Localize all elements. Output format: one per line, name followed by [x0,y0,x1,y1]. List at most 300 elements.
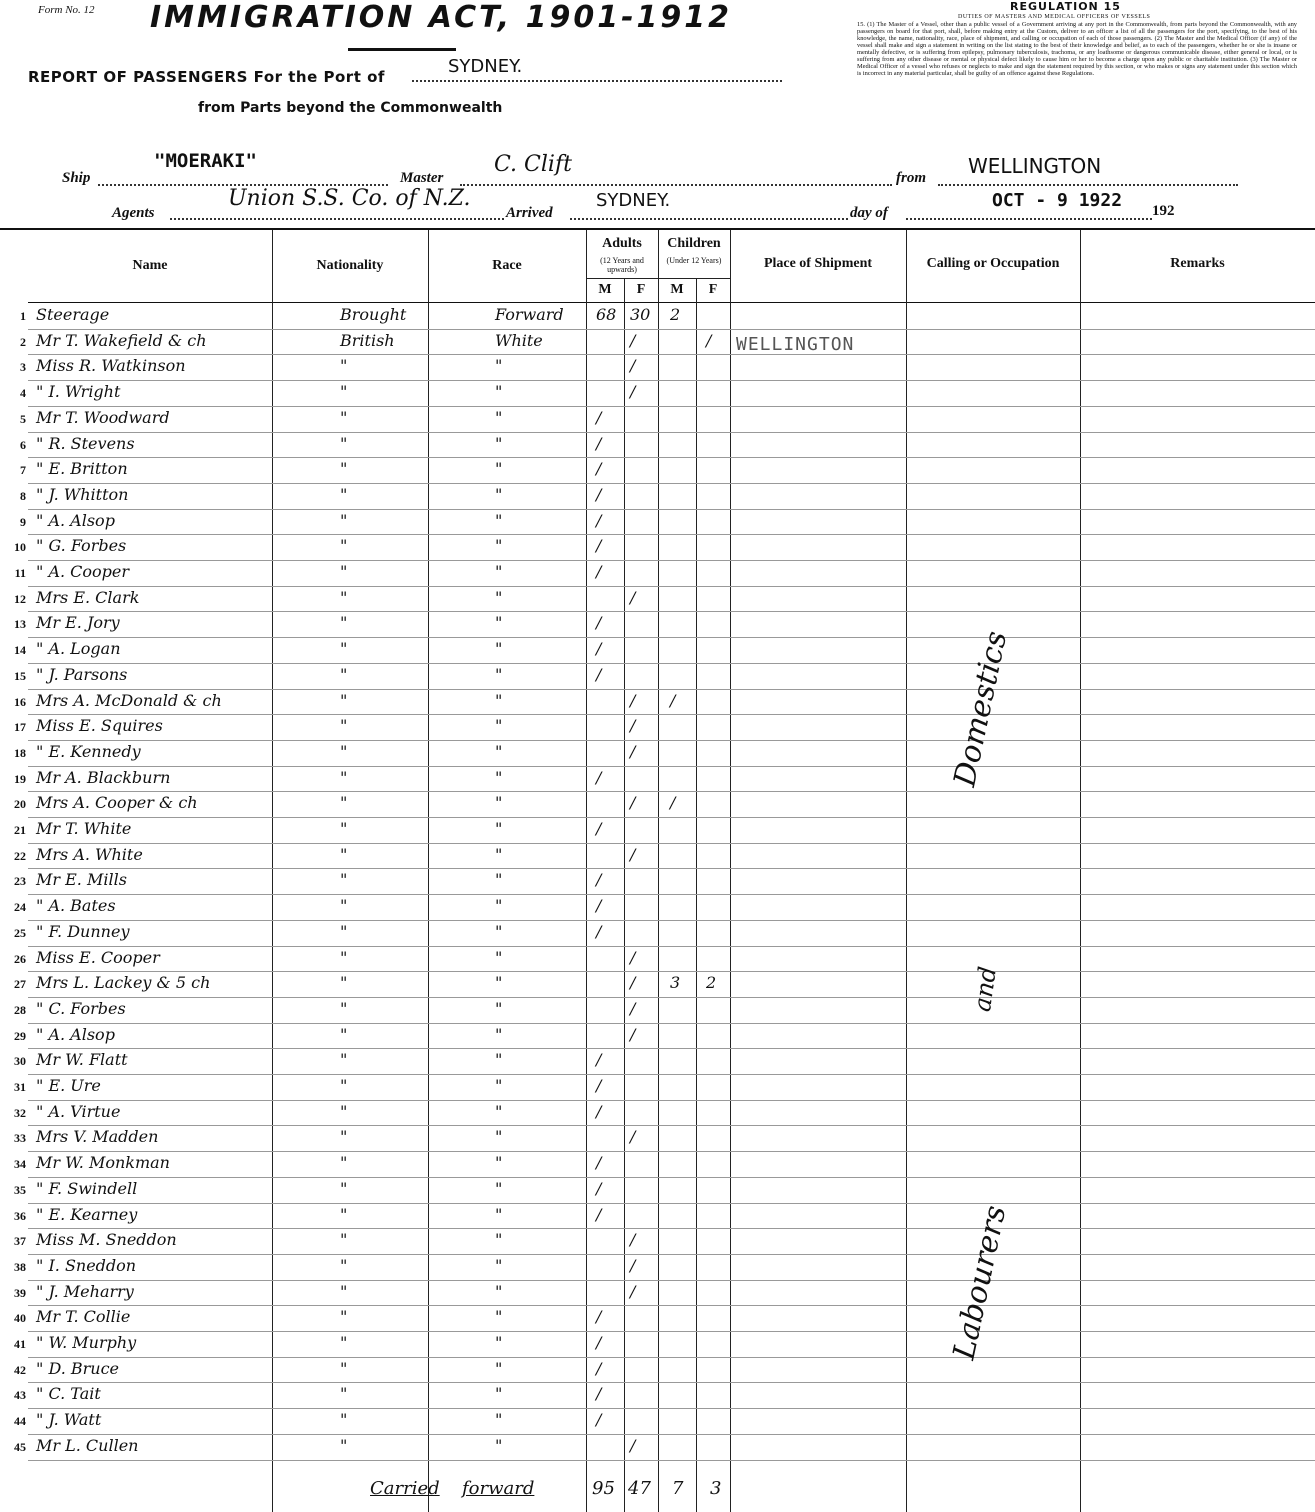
row-number: 30 [14,1054,26,1069]
master-label: Master [400,170,444,186]
row-rule [28,1434,1315,1435]
row-number: 23 [14,874,26,889]
nationality-cell: " [340,1050,348,1070]
race-cell: " [495,1307,503,1327]
adults-f-cell: / [630,587,636,607]
children-f-cell: 2 [706,973,717,993]
col-header-nationality: Nationality [316,258,384,273]
col-header-adults-f: F [636,282,646,297]
nationality-cell: " [340,947,348,967]
passenger-name: Mr E. Mills [36,870,127,890]
passenger-name: Miss M. Sneddon [36,1230,177,1250]
adults-m-cell: / [596,639,602,659]
row-rule [28,457,1315,458]
race-cell: " [495,382,503,402]
nationality-cell: " [340,741,348,761]
row-rule [28,1305,1315,1306]
children-m-cell: 3 [670,973,681,993]
row-rule [28,946,1315,947]
nationality-cell: " [340,562,348,581]
race-cell: " [495,1178,503,1198]
report-label: REPORT OF PASSENGERS For the Port of [28,68,385,86]
passenger-name: Mr A. Blackburn [36,767,171,787]
row-rule [28,1228,1315,1229]
adults-m-cell: / [596,819,602,838]
row-rule [28,766,1315,767]
row-number: 10 [14,540,26,555]
children-f-cell: / [706,330,712,350]
adults-m-cell: / [596,1076,602,1095]
nationality-cell: " [340,998,348,1018]
row-number: 24 [14,900,26,915]
col-divider [428,230,429,1512]
row-rule [28,1151,1315,1152]
forward-label: forward [462,1478,535,1499]
adults-f-cell: / [630,716,636,736]
passenger-name: " E. Kearney [36,1204,138,1224]
race-cell: " [495,1281,503,1301]
row-rule [28,483,1315,484]
occupation-note-and: and [967,964,1003,1014]
row-rule [28,534,1315,535]
row-rule [28,894,1315,895]
col-header-children-m: M [670,282,684,297]
adults-f-cell: / [630,1024,636,1044]
row-number: 17 [14,720,26,735]
row-number: 9 [20,514,26,529]
row-rule [28,509,1315,510]
race-cell: " [495,613,503,633]
place-of-shipment-stamp: WELLINGTON [736,334,855,355]
row-number: 33 [14,1131,26,1146]
passenger-name: Mrs A. McDonald & ch [36,690,222,710]
race-cell: " [495,1204,503,1224]
passenger-name: " E. Kennedy [36,741,141,761]
row-rule [28,1048,1315,1049]
passenger-name: " A. Cooper [36,562,130,581]
race-cell: " [495,407,503,427]
row-rule [28,1460,1315,1461]
row-rule [28,868,1315,869]
passenger-name: " J. Whitton [36,484,129,504]
race-cell: " [495,1127,503,1147]
adults-f-cell: / [630,690,636,710]
adults-m-cell: / [596,562,602,581]
race-cell: " [495,947,503,967]
nationality-cell: " [340,433,348,453]
passenger-name: Miss R. Watkinson [36,356,186,376]
nationality-cell: " [340,1204,348,1224]
race-cell: " [495,459,503,479]
passenger-name: Mrs A. Cooper & ch [36,793,198,813]
nationality-cell: " [340,1307,348,1327]
adults-m-cell: / [596,664,602,684]
nationality-cell: " [340,1153,348,1173]
passenger-name: Miss E. Cooper [36,947,160,967]
row-number: 1 [20,309,26,323]
adults-f-cell: / [630,356,636,376]
adults-f-cell: / [630,973,636,993]
row-number: 27 [14,977,26,992]
adults-m-cell: / [596,1153,602,1173]
passenger-name: Mrs A. White [36,844,143,864]
adults-f-cell: / [630,1281,636,1301]
nationality-cell: " [340,1410,348,1430]
adults-m-cell: / [596,1333,602,1352]
nationality-cell: " [340,1255,348,1275]
total-children-f: 3 [710,1478,722,1499]
passenger-name: " J. Meharry [36,1281,134,1301]
row-number: 18 [14,745,26,760]
race-cell: " [495,356,503,376]
race-cell: " [495,741,503,761]
col-divider [906,230,907,1512]
row-rule [28,406,1315,407]
row-number: 40 [14,1311,26,1326]
race-cell: " [495,1333,503,1352]
regulation-text: 15. (1) The Master of a Vessel, other than a public vessel of a Government arriving at any port in the Commonwealth, from parts beyond the Commonwealth, with any passengers on board for that port, shall, before making entry at the Custom, deliver to an officer a list of all the passengers for the port, specifying, to the best of his knowledge, the name, nationality, race, place of shipment, and calling or occupation of each of those passengers. (2) The Master and the Medical Officer (if any) of the vessel shall make and sign a statement in writing on the list stating to the best of their knowledge and belief, as to each of the passengers, whether he or she is insane or mentally defective, or is suffering from epilepsy, pulmonary tuberculosis, trachoma, or any loathsome or dangerous communicable disease, either general or local, or is suffering from any other disease or mental or physical defect likely to cause him or her to become a charge upon any public or charitable institution. (3) The Master or Medical Officer of a vessel who refuses or neglects to make and sign the statement required by this section, or who makes or signs any statement under this section which is incorrect in any material particular, shall be guilty of an offence against these Regulations. [857,21,1297,77]
row-rule [28,791,1315,792]
race-cell: " [495,819,503,838]
arrived-dotline [570,218,848,220]
nationality-cell: " [340,767,348,787]
row-number: 12 [14,591,26,606]
row-rule [28,1357,1315,1358]
col-divider [1080,230,1081,1512]
row-number: 35 [14,1182,26,1197]
race-cell: " [495,1410,503,1430]
passenger-name: " D. Bruce [36,1358,120,1378]
occupation-note-labourers: Labourers [946,1202,1014,1363]
total-adults-f: 47 [628,1478,651,1499]
passenger-name: " R. Stevens [36,433,135,453]
row-rule [28,432,1315,433]
col-header-adults: Adults [602,236,642,251]
adults-m-cell: / [596,433,602,453]
arrived-value: SYDNEY. [596,190,671,211]
year-suffix: 192 [1152,203,1175,219]
adults-m-cell: / [596,484,602,504]
adults-m-cell: / [596,407,602,427]
race-cell: " [495,664,503,684]
children-m-cell: / [670,690,676,710]
row-number: 44 [14,1414,26,1429]
row-rule [28,586,1315,587]
passenger-name: Mr E. Jory [36,613,120,633]
nationality-cell: " [340,1281,348,1301]
passenger-name: " W. Murphy [36,1333,137,1352]
col-header-adults-m: M [598,282,612,297]
nationality-cell: " [340,382,348,402]
row-rule [28,997,1315,998]
adults-m-cell: / [596,459,602,479]
nationality-cell: " [340,1384,348,1404]
row-number: 3 [20,360,26,375]
ship-value: "MOERAKI" [154,150,257,172]
passenger-name: " I. Sneddon [36,1255,137,1275]
passenger-name: Mr T. Woodward [36,407,170,427]
adults-m-cell: / [596,896,602,916]
nationality-cell: " [340,690,348,710]
master-dotline [460,184,892,186]
adults-f-cell: / [630,1127,636,1147]
row-rule [28,1125,1315,1126]
race-cell: " [495,690,503,710]
col-divider [730,230,731,1512]
row-number: 5 [20,411,26,426]
passenger-name: Mrs V. Madden [36,1127,159,1147]
adults-f-cell: / [630,844,636,864]
total-adults-m: 95 [592,1478,615,1499]
row-number: 4 [20,386,26,401]
race-cell: " [495,484,503,504]
row-number: 42 [14,1362,26,1377]
race-cell: " [495,562,503,581]
adults-f-cell: / [630,741,636,761]
row-rule [28,1177,1315,1178]
row-number: 28 [14,1002,26,1017]
adults-m-cell: / [596,1307,602,1327]
adults-m-cell: / [596,1410,602,1430]
row-rule [28,1074,1315,1075]
adults-f-cell: / [630,1255,636,1275]
passenger-name: Mr L. Cullen [36,1435,139,1455]
act-title: IMMIGRATION ACT, 1901-1912 [150,0,733,35]
nationality-cell: " [340,510,348,530]
passenger-name: Steerage [36,305,110,324]
nationality-cell: " [340,587,348,607]
row-number: 25 [14,925,26,940]
row-number: 21 [14,823,26,837]
row-rule [28,354,1315,355]
adults-m-cell: / [596,1204,602,1224]
nationality-cell: " [340,1076,348,1095]
adults-note: (12 Years and upwards) [600,256,644,274]
row-number: 8 [20,488,26,503]
row-rule [28,663,1315,664]
adults-m-cell: / [596,1358,602,1378]
adults-m-cell: / [596,1101,602,1121]
nationality-cell: " [340,664,348,684]
passenger-name: Mr W. Flatt [36,1050,128,1070]
nationality-cell: Brought [340,305,407,324]
row-number: 13 [14,617,26,632]
nationality-cell: " [340,407,348,427]
race-cell: " [495,896,503,916]
col-header-children: Children [667,236,721,251]
passenger-name: " E. Britton [36,459,128,479]
passenger-name: " I. Wright [36,382,121,402]
adults-m-cell: / [596,1050,602,1070]
col-header-name: Name [132,258,168,273]
nationality-cell: " [340,1024,348,1044]
day-of-label: day of [850,205,888,221]
ship-label: Ship [62,170,91,186]
adults-f-cell: / [630,947,636,967]
row-number: 32 [14,1105,26,1120]
row-number: 14 [14,643,26,658]
race-cell: " [495,1101,503,1121]
passenger-name: " A. Bates [36,896,116,916]
race-cell: " [495,921,503,941]
nationality-cell: British [340,330,395,350]
regulation-subtitle: DUTIES OF MASTERS AND MEDICAL OFFICERS OF VESSELS [958,14,1151,20]
race-cell: " [495,1358,503,1378]
row-rule [28,920,1315,921]
row-number: 26 [14,951,26,966]
from-value: WELLINGTON [968,154,1102,178]
row-number: 31 [14,1080,26,1094]
row-rule [28,1382,1315,1383]
nationality-cell: " [340,1230,348,1250]
nationality-cell: " [340,870,348,890]
adults-m-cell: / [596,921,602,941]
race-cell: " [495,1024,503,1044]
row-number: 6 [20,437,26,452]
passenger-name: Mrs L. Lackey & 5 ch [36,973,211,993]
row-rule [28,380,1315,381]
row-number: 37 [14,1234,26,1249]
agents-label: Agents [112,205,155,221]
row-number: 36 [14,1208,26,1223]
row-rule [28,637,1315,638]
title-rule [348,48,456,51]
row-rule [28,843,1315,844]
children-note: (Under 12 Years) [666,256,722,265]
date-dotline [906,218,1152,220]
col-header-race: Race [492,258,522,273]
nationality-cell: " [340,716,348,736]
nationality-cell: " [340,459,348,479]
passenger-name: " J. Parsons [36,664,128,684]
row-number: 29 [14,1028,26,1043]
adults-f-cell: / [630,382,636,402]
passenger-name: Mr W. Monkman [36,1153,170,1173]
nationality-cell: " [340,819,348,838]
nationality-cell: " [340,484,348,504]
row-rule [28,1100,1315,1101]
passenger-name: " F. Dunney [36,921,130,941]
row-number: 16 [14,694,26,709]
nationality-cell: " [340,793,348,813]
arrived-label: Arrived [506,205,553,221]
passenger-name: " G. Forbes [36,536,127,556]
row-number: 45 [14,1439,26,1454]
row-rule [28,560,1315,561]
passenger-name: " C. Forbes [36,998,126,1018]
nationality-cell: " [340,1333,348,1352]
row-rule [28,329,1315,330]
nationality-cell: " [340,1358,348,1378]
race-cell: " [495,510,503,530]
nationality-cell: " [340,1101,348,1121]
race-cell: " [495,1255,503,1275]
nationality-cell: " [340,896,348,916]
row-number: 15 [14,668,26,683]
master-value: C. Clift [494,152,572,177]
passenger-name: " E. Ure [36,1076,101,1095]
adults-f-cell: 30 [630,305,651,324]
race-cell: " [495,433,503,453]
adults-m-cell: 68 [596,305,617,324]
race-cell: " [495,639,503,659]
adults-f-cell: / [630,793,636,813]
col-divider [586,230,587,1512]
passenger-name: Mr T. Collie [36,1307,131,1327]
date-stamp: OCT - 9 1922 [992,190,1123,211]
row-number: 11 [14,566,26,580]
passenger-name: " A. Logan [36,639,121,659]
carried-label: Carried [370,1478,440,1499]
race-cell: " [495,536,503,556]
adults-m-cell: / [596,1178,602,1198]
passenger-name: " A. Alsop [36,1024,115,1044]
from-label: from [896,170,926,186]
row-rule [28,1023,1315,1024]
passenger-name: " F. Swindell [36,1178,138,1198]
adults-f-cell: / [630,330,636,350]
nationality-cell: " [340,1127,348,1147]
total-children-m: 7 [672,1478,684,1499]
passenger-name: Mr T. White [36,819,132,838]
adults-m-cell: / [596,613,602,633]
race-cell: " [495,1230,503,1250]
col-divider [658,230,659,1512]
nationality-cell: " [340,536,348,556]
row-number: 38 [14,1259,26,1274]
agents-value: Union S.S. Co. of N.Z. [228,186,471,211]
from-dotline [938,184,1238,186]
nationality-cell: " [340,973,348,993]
row-rule [28,971,1315,972]
col-header-remarks: Remarks [1170,256,1225,271]
row-rule [28,1280,1315,1281]
adults-m-cell: / [596,1384,602,1404]
passenger-name: " J. Watt [36,1410,102,1430]
row-rule [28,817,1315,818]
adults-m-cell: / [596,510,602,530]
adults-f-cell: / [630,998,636,1018]
header-bottom-border [28,302,1315,303]
nationality-cell: " [340,844,348,864]
row-number: 19 [14,771,26,786]
port-value: SYDNEY. [448,56,523,77]
nationality-cell: " [340,1178,348,1198]
race-cell: " [495,1435,503,1455]
race-cell: " [495,793,503,813]
passenger-name: " C. Tait [36,1384,101,1404]
race-cell: " [495,716,503,736]
nationality-cell: " [340,1435,348,1455]
race-cell: " [495,870,503,890]
nationality-cell: " [340,356,348,376]
race-cell: " [495,1153,503,1173]
row-rule [28,740,1315,741]
row-number: 41 [14,1337,26,1351]
col-header-place: Place of Shipment [763,256,873,271]
nationality-cell: " [340,613,348,633]
row-number: 2 [20,334,26,349]
adults-m-cell: / [596,536,602,556]
passenger-name: " A. Virtue [36,1101,121,1121]
row-number: 34 [14,1157,26,1172]
row-rule [28,1254,1315,1255]
row-rule [28,714,1315,715]
adults-m-cell: / [596,870,602,890]
form-number: Form No. 12 [38,4,95,16]
from-parts-label: from Parts beyond the Commonwealth [198,100,503,116]
race-cell: Forward [495,305,564,324]
